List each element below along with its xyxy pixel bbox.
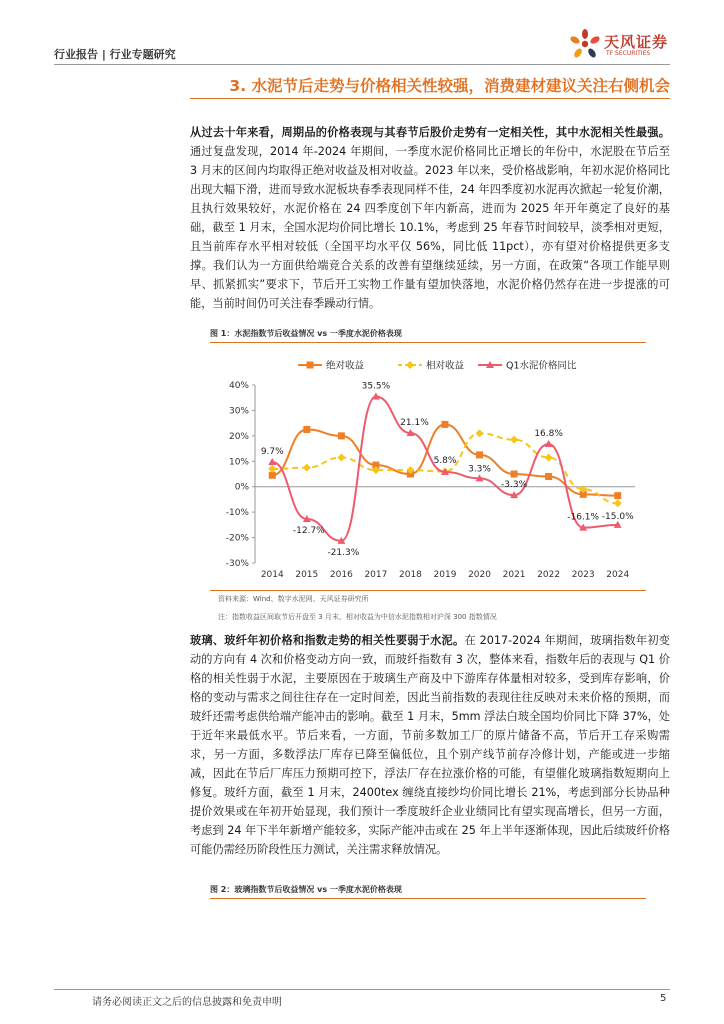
logo-name: 天风证券 — [604, 33, 669, 51]
x-tick-label: 2018 — [399, 570, 422, 580]
paragraph-cement — [190, 123, 670, 313]
legend-marker — [406, 361, 414, 369]
figure-1-note: 注：指数收益区间取节后开盘至 3 月末，相对收益为中信水泥指数相对沪深 300 指数情况 — [218, 613, 497, 621]
x-tick-label: 2019 — [433, 570, 457, 580]
y-tick-label: -30% — [225, 559, 249, 569]
paragraph-cement-lead: 从过去十年来看，周期品的价格表现与其春节后股价走势有一定相关性，其中水泥相关性最强。 — [190, 126, 670, 139]
data-label: 3.3% — [468, 464, 491, 475]
page-number: 5 — [660, 993, 667, 1004]
figure-1-title: 图 1：水泥指数节后收益情况 vs 一季度水泥价格表现 — [210, 329, 402, 338]
x-tick-label: 2017 — [364, 570, 388, 580]
data-label: 9.7% — [260, 447, 284, 458]
figure-2-title: 图 2：玻璃指数节后收益情况 vs 一季度水泥价格表现 — [210, 885, 402, 894]
data-label: 16.8% — [534, 428, 563, 439]
series-1-point — [545, 473, 552, 480]
x-tick-label: 2014 — [260, 570, 284, 580]
series-1-point — [614, 492, 621, 499]
paragraph-cement-body: 通过复盘发现，2014 年-2024 年期间，一季度水泥价格同比正增长的年份中，水泥股在节后至 3 月末的区间内均取得正绝对收益及相对收益。2023 年以来，受价格战影响，年初水泥价格同比出现大幅下滑，进而导致水泥板块春季表现同样不佳，24 年四季度初水泥再次掀起一轮复价潮，且执行效果较好，水泥价格在 24 四季度创下年内新高，进而为 2025 年开年奠定了良好的基础，截至 1 月末，全国水泥均价同比增长 10.1%，考虑到 25 年春节时间较早，淡季相对更短，且当前库存水平相对较低（全国平均水平仅 56%，同比低 11pct），亦有望对价格提供更多支撑。我们认为一方面供给端竞合关系的改善有望继续延续，另一方面，在政策“各项工作能早则早、抓紧抓实”要求下，节后开工实物工作量有望加快落地，水泥价格仍然存在进一步提涨的可能，当前时间仍可关注春季躁动行情。 — [190, 145, 670, 310]
series-2-point — [614, 499, 622, 507]
logo — [568, 28, 678, 60]
figure-1-top-rule — [210, 342, 646, 343]
paragraph-glass — [190, 631, 670, 859]
y-tick-label: 0% — [234, 482, 249, 493]
legend-label: 相对收益 — [426, 360, 465, 372]
series-2-point — [510, 436, 518, 444]
cement-return-vs-price-chart — [210, 345, 646, 590]
footer-disclaimer: 请务必阅读正文之后的信息披露和免责申明 — [92, 997, 282, 1008]
x-tick-label: 2022 — [537, 570, 561, 580]
figure-1-bottom-rule — [210, 590, 646, 591]
data-label: 35.5% — [361, 381, 391, 392]
series-2-point — [476, 429, 484, 437]
y-tick-label: 30% — [228, 406, 249, 417]
x-tick-label: 2020 — [468, 570, 491, 580]
x-tick-label: 2015 — [295, 570, 319, 580]
x-tick-label: 2021 — [502, 570, 526, 580]
tf-flower-logo-icon — [568, 28, 602, 60]
series-1-point — [511, 471, 518, 478]
x-tick-label: 2023 — [571, 570, 595, 580]
section-title-divider — [190, 98, 670, 99]
header-divider — [54, 64, 670, 65]
x-tick-label: 2024 — [606, 570, 630, 580]
series-2-point — [337, 453, 345, 461]
data-label: -3.3% — [501, 480, 528, 491]
x-tick-label: 2016 — [329, 570, 353, 580]
figure-2-top-rule — [210, 898, 646, 899]
data-label: -21.3% — [327, 547, 360, 558]
y-tick-label: -20% — [225, 533, 249, 544]
y-tick-label: 20% — [228, 431, 249, 442]
series-2-point — [303, 464, 311, 472]
section-title: 3. 水泥节后走势与价格相关性较强，消费建材建议关注右侧机会 — [229, 77, 670, 95]
data-label: 21.1% — [400, 418, 429, 429]
series-1-point — [338, 432, 345, 439]
series-2-point — [268, 465, 276, 473]
footer-divider — [54, 989, 670, 990]
logo-english-name: TF SECURITIES — [606, 50, 651, 57]
data-label: 5.8% — [433, 455, 457, 466]
y-tick-label: 10% — [228, 457, 249, 468]
legend-label: Q1水泥价格同比 — [506, 360, 577, 372]
paragraph-glass-lead: 玻璃、玻纤年初价格和指数走势的相关性要弱于水泥。 — [190, 634, 465, 647]
data-label: -16.1% — [567, 512, 600, 523]
y-tick-label: 40% — [228, 381, 249, 391]
report-category: 行业报告 | 行业专题研究 — [54, 48, 176, 61]
figure-1-source: 资料来源：Wind、数字水泥网、天风证券研究所 — [218, 595, 369, 603]
series-1-point — [442, 421, 449, 428]
y-tick-label: -10% — [225, 508, 249, 519]
legend-marker — [307, 362, 314, 369]
legend-label: 绝对收益 — [326, 360, 365, 372]
series-2-point — [545, 453, 553, 461]
data-label: -15.0% — [601, 511, 634, 522]
data-label: -12.7% — [292, 526, 325, 537]
paragraph-glass-body: 在 2017-2024 年期间，玻璃指数年初变动的方向有 4 次和价格变动方向一致，而玻纤指数有 3 次，整体来看，指数年后的表现与 Q1 价格的相关性弱于水泥，主要原因在于玻璃生产商及中下游库存体量相对较多，受到库存影响，价格的变动与需求之间往往存在一定时间差，因此当前指数的表现往往反映对未来价格的预期，而玻纤还需考虑供给端产能冲击的影响。截至 1 月末，5mm 浮法白玻全国均价同比下降 37%，处于近年来最低水平。节后来看，一方面，节前多数加工厂的原片储备不高，节后开工存采购需求，另一方面，多数浮法厂库存已降至偏低位，且个别产线节前存冷修计划，产能或进一步缩减，因此在节后厂库压力预期可控下，浮法厂存在拉涨价格的可能，有望催化玻璃指数短期向上修复。玻纤方面，截至 1 月末，2400tex 缠绕直接纱均价同比增长 21%，考虑到部分长协品种提价效果或在年初开始显现，我们预计一季度玻纤企业业绩同比有望实现高增长，但另一方面，考虑到 24 年下半年新增产能较多，实际产能冲击或在 25 年上半年逐渐体现，因此后续玻纤价格可能仍需经历阶段性压力测试，关注需求释放情况。 — [190, 634, 670, 856]
series-1-point — [303, 426, 310, 433]
series-1-point — [476, 451, 483, 458]
